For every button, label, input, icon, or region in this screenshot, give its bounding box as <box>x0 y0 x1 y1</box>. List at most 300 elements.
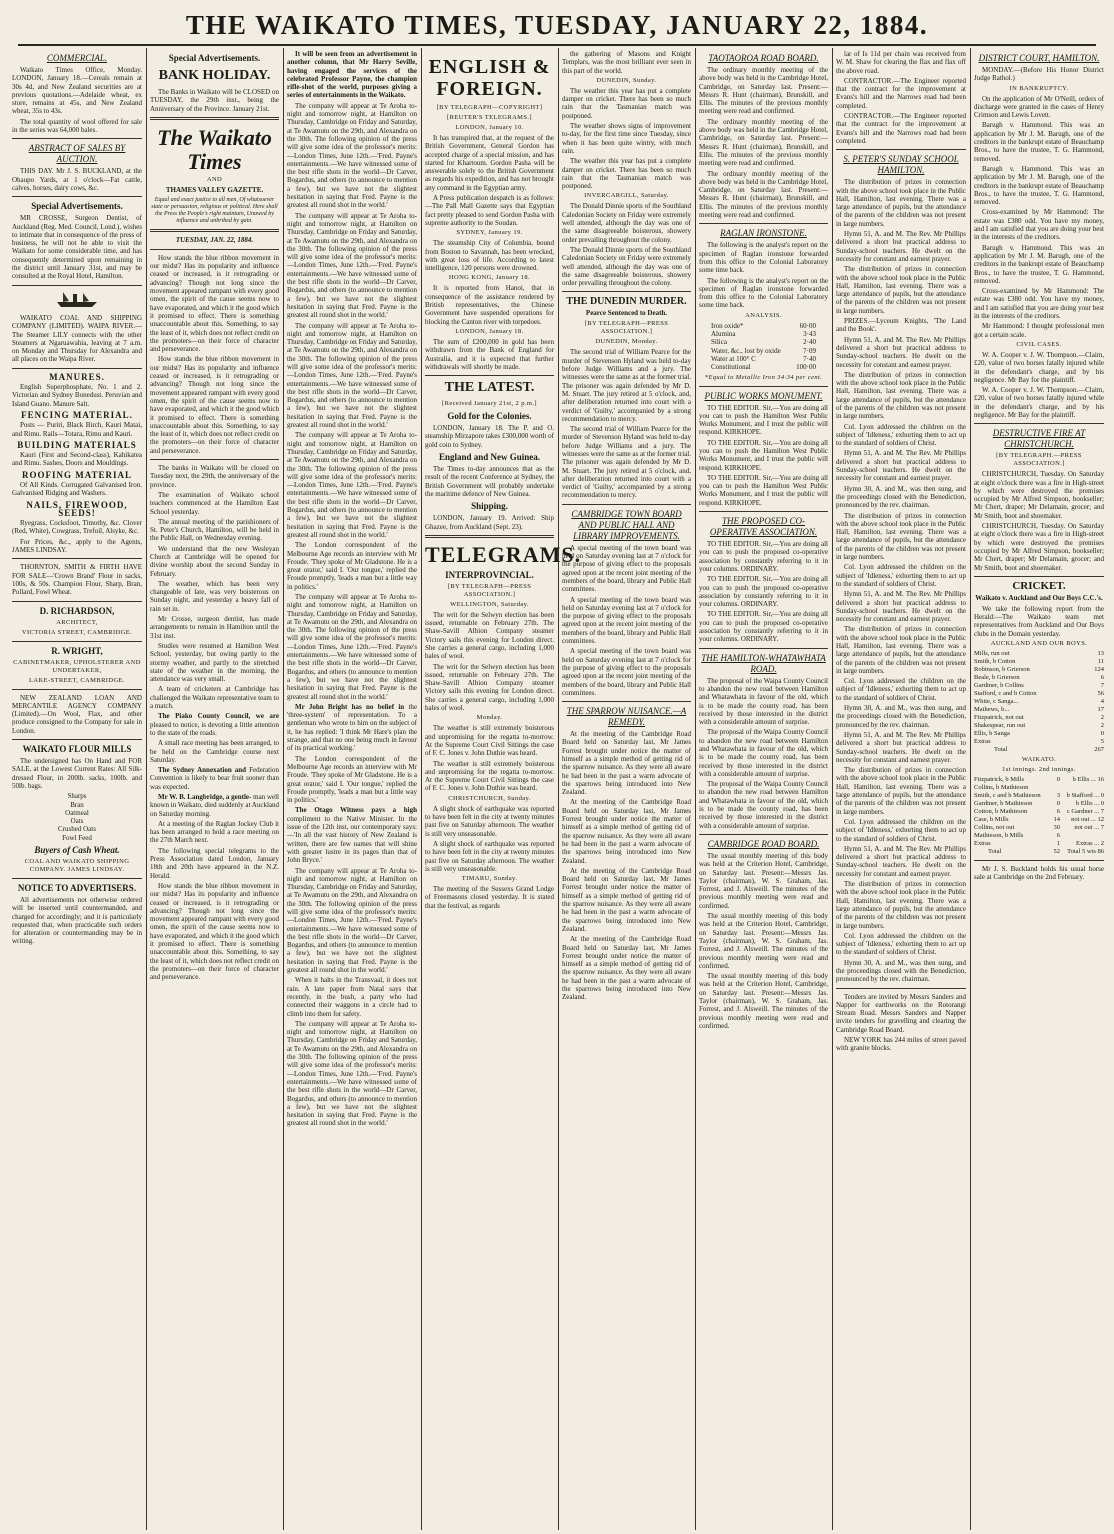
analysis-row <box>711 338 816 346</box>
leader-article-cont: How stands the blue ribbon movement in our midst? Has its popularity and influence ceased or increased, is it retrograding or advancing? Though not long since the movement appeared rampant with every good omen, the spirit of the cause seems now to have evaporated, and which it the good which it promised to effect. There is something unaccountable about this. Something, to say the least of it, which does not reflect credit on the promoters—on their force of character and perseverance. <box>150 355 279 455</box>
dateline: CHRISTCHURCH, Sunday. <box>448 794 531 802</box>
cambridge-road-report: The usual monthly meeting of this body was held at the Criterion Hotel, Cambridge, on Saturday last. Present:—Messrs Jas. Taylor (chairman), W. S. Graham, Jas. Forrest, and J. Alsweill. The minutes of the previous monthly meeting were read and confirmed. <box>699 851 828 910</box>
sunday-school-report: Col. Lyon addressed the children on the subject of 'Idleness,' exhorting them to act up to the standard of soldiers of Christ. <box>836 422 966 448</box>
dateline: TIMARU, Sunday. <box>461 875 518 883</box>
analysis-row <box>711 322 816 330</box>
analysis-value: 2·40 <box>803 338 816 347</box>
second-innings: c Gardner ... 7 <box>1066 808 1104 816</box>
divider <box>12 196 142 197</box>
sparrow-report: At the meeting of the Cambridge Road Board held on Saturday last, Mr James Forrest brought under notice the matter of himself as a simple method of getting rid of the sparrow nuisance. As they were all aware he had been in the past a warm advocate of the sparrows being introduced into New Zealand. <box>562 935 691 1002</box>
gold-heading: Gold for the Colonies. <box>447 411 532 422</box>
cambridge-road-report: The usual monthly meeting of this body was held at the Criterion Hotel, Cambridge, on Saturday last. Present:—Messrs Jas. Taylor (chairman), W. S. Graham, Jas. Forrest, and J. Alsweill. The minutes of the previous monthly meeting were read and confirmed. <box>699 912 828 970</box>
second-innings <box>1060 784 1104 792</box>
score-row <box>974 800 1104 808</box>
second-innings: b Ellis ... 0 <box>1075 800 1104 808</box>
score-row <box>974 848 1104 856</box>
divider <box>974 423 1104 424</box>
analysis-row <box>711 355 816 363</box>
cambridge-report: A special meeting of the town board was held on Saturday evening last at 7 o'clock for the purpose of giving effect to the proposals agreed upon at the recent joint meeting of the members of the board, library and Public Hall committees. <box>562 647 691 697</box>
news-note: We understand that the new Wesleyan Church at Cambridge will be opened for divine worship about the second Sunday in February. <box>150 544 279 578</box>
batsman: Robinson, b Grierson <box>974 666 1030 674</box>
article-lead: It will be seen from an advertisement in another column, that Mr Harry Seville, having engaged the services of the celebrated Professor Payne, the champion rifle-shot of the world, purposes giving a series of entertainments in the Waikato. <box>287 50 417 100</box>
cambridge-road-heading: CAMBRIDGE ROAD BOARD. <box>707 838 820 849</box>
cricket-subheading: Waikato v. Auckland and Our Boys C.C.'s. <box>975 593 1103 602</box>
monument-heading: PUBLIC WORKS MONUMENT. <box>704 390 823 401</box>
telegram-item: The weather this year has put a complete damper on cricket. There has been so much rain that the Tasmanian match was postponed. <box>562 157 691 191</box>
murder-heading: THE DUNEDIN MURDER. <box>566 296 687 308</box>
building-heading: BUILDING MATERIALS <box>17 439 137 450</box>
sunday-school-report: Hymn 51, A. and M. The Rev. Mr Phillips delivered a short but practical address to Sunday-school teachers. He dwelt on the necessity for constant and earnest prayer. <box>836 844 966 878</box>
dateline: HONG KONG, January 18. <box>448 274 531 282</box>
score-row <box>974 698 1104 706</box>
divider <box>150 117 279 120</box>
total-label: Total <box>994 746 1008 754</box>
ship-illustration <box>12 290 142 310</box>
flour-heading: WAIKATO FLOUR MILLS <box>22 744 132 755</box>
scorecard-auckland <box>974 650 1104 754</box>
monument-letter: TO THE EDITOR. Sir,—You are doing all you can to push the Hamilton West Public Works Monument, and I trust the public will respond. KIRKHOPE. <box>699 438 828 472</box>
second-innings <box>1060 832 1104 840</box>
batsman: Collins, b Mathieson <box>974 784 1029 792</box>
road-board-report: lar of Is 11d per chain was received from W. M. Shaw for clearing the flax and flax off the above road. <box>836 50 966 75</box>
county-heading: THE HAMILTON-WHATAWHATA ROAD. <box>701 652 826 674</box>
column-6 <box>699 50 828 1528</box>
insolvency-label: IN BANKRUPTCY. <box>1009 84 1069 92</box>
wright-name: R. WRIGHT, <box>51 645 103 656</box>
analysis-item: Constitutional <box>711 363 751 372</box>
news-note <box>150 793 279 818</box>
seeds-heading: NAILS, FIREWOOD, SEEDS! <box>26 499 128 518</box>
fire-heading: DESTRUCTIVE FIRE AT CHRISTCHURCH. <box>992 428 1086 450</box>
extras: Extras <box>974 738 991 746</box>
crosse-ad: MR CROSSE, Surgeon Dentist, of Auckland (Reg. Med. Council, Lond.), wishes to intimate that in consequence of the press of business, he will not be able to visit the Waikato for some considerable time, and has consequently determined upon remaining in the district until January 31st, and may be consulted at the Royal Hotel, Hamilton. <box>12 214 142 281</box>
guinea-heading: England and New Guinea. <box>438 452 541 463</box>
sunday-school-report: Hymn 51, A. and M. The Rev. Mr Phillips delivered a short but practical address to Sunday-school teachers. He dwelt on the necessity for constant and earnest prayer. <box>836 730 966 764</box>
batsman: Gardiner, b Mathieson <box>974 800 1033 808</box>
analysis-note: *Equal to Metallic Iron 34·34 per cent. <box>704 373 823 381</box>
runs: 17 <box>1097 706 1104 714</box>
bank-holiday-title: BANK HOLIDAY. <box>158 68 271 83</box>
extras: Extras <box>974 840 991 848</box>
byline: [BY TELEGRAPH—PRESS ASSOCIATION.] <box>447 582 532 598</box>
score-row <box>974 738 1104 746</box>
divider <box>150 249 279 250</box>
telegram-item: A slight shock of earthquake was reported to have been felt in the city at twenty minutes past five on Saturday afternoon. The weather is still very unseasonable. <box>425 839 554 873</box>
second-innings: b Stafford ... 0 <box>1066 792 1104 800</box>
news-note: A small race meeting has been arranged, to be held on the Cambridge course next Saturday. <box>150 739 279 764</box>
news-note: When it halts in the Transvaal, it does not rain. A late paper from Natal says that recently, in the bush, a party who had connected their waggons in a circle had to climb into them for safety. <box>287 976 417 1018</box>
analysis-row <box>711 347 816 355</box>
telegram-item: The weather is still extremely boisterous and unpromising for the regatta to-morrow. At the Supreme Court Civil Sittings the case of F. C. Jones v. John Duthie was heard. <box>425 759 554 793</box>
column-rule <box>146 48 147 1530</box>
runs: 6 <box>1056 808 1060 816</box>
news-note: The banks in Waikato will be closed on Tuesday next, the 29th, the anniversary of the province. <box>150 464 279 489</box>
divider <box>12 878 142 879</box>
taotaoroa-report: The ordinary monthly meeting of the above body was held in the Cambridge Hotel, Cambridge, on Saturday last. Present:—Messrs R. Hunt (chairman), Brunskill, and Ellis. The minutes of the previous monthly meeting were read and confirmed. <box>699 169 828 220</box>
analysis-item: Silica <box>711 338 727 347</box>
flour-item: Oatmeal <box>65 808 89 817</box>
news-note <box>150 766 279 791</box>
batsman: Stafford, c and b Cotton <box>974 690 1037 698</box>
divider <box>699 223 828 224</box>
roofing-text: Of All Kinds. Corrugated Galvanised Iron. Galvanised Ridging and Washers. <box>12 480 142 498</box>
manures-heading: MANURES. <box>49 371 105 382</box>
latest-heading: THE LATEST. <box>444 380 535 396</box>
note-lead: The Piako County Council, we are <box>158 712 279 721</box>
cable-item: The steamship City of Columbia, bound from Boston to Savannah, has been wrecked, with great loss of life. According to latest intelligence, 120 persons were drowned. <box>425 239 554 273</box>
seeds-contact: For Prices, &c., apply to the Agents, JAMES LINDSAY. <box>12 537 142 555</box>
manures-text: English Superphosphate, No. 1 and 2. Victorian and Sydney Bonedust. Peruvian and Island Guano. Manure Salt. <box>12 383 142 408</box>
murder-report: The second trial of William Pearce for the murder of Stevenson Hyland was held to-day before Judge Williams and a jury. The witnesses were the same as at the former trial. The prisoner was again defended by Mr D. M. Stuart. The jury retired at 5 o'clock, and, after deliberation returned into court with a verdict of 'Guilty,' accompanied by a strong recommendation to mercy. <box>562 425 691 500</box>
court-report: Barugh v. Hammond. This was an application by Mr J. M. Barugh, one of the creditors in the bankrupt estate of Beauchamp Bros., to have the trustee, T. G. Hammond, removed. <box>974 164 1104 207</box>
cable-item: LONDON, January 19. Arrived: Ship Ghazee, from Auckland (Sept. 23). <box>425 514 554 531</box>
flour-item: Fowl Feed <box>62 833 92 842</box>
score-row <box>974 706 1104 714</box>
byline: [BY TELEGRAPH—COPYRIGHT] <box>436 104 543 111</box>
shipping-heading: Shipping. <box>471 501 508 512</box>
article-intro <box>287 50 417 100</box>
sunday-school-report: Hymn 51, A. and M. The Rev. Mr Phillips delivered a short but practical address to Sunday-school teachers. He dwelt on the necessity for constant and earnest prayer. <box>836 230 966 263</box>
team-heading: WAIKATO. <box>1021 756 1057 764</box>
roofing-heading: ROOFING MATERIAL <box>21 469 133 480</box>
column-rule <box>832 48 833 1530</box>
column-rule <box>695 48 696 1530</box>
dateline: Monday. <box>476 714 503 722</box>
analysis-item: Iron oxide* <box>711 321 744 330</box>
sunday-school-report: Col. Lyon addressed the children on the subject of 'Idleness,' exhorting them to act up to the standard of soldiers of Christ. <box>836 817 966 843</box>
dateline: INVERCARGILL, Saturday. <box>584 192 669 200</box>
analysis-value: 3·43 <box>803 330 816 339</box>
news-note: The annual meeting of the parishioners of St. Peter's Church, Hamilton, will be held in the Public Hall, on Wednesday evening. <box>150 517 279 543</box>
divider <box>425 535 554 538</box>
bank-holiday-text: The Banks in Waikato will be CLOSED on TUESDAY, the 29th inst., being the Anniversary of the Province. January 21st. <box>150 88 279 113</box>
runs: 6 <box>1056 832 1060 840</box>
dateline: DUNEDIN, Sunday. <box>596 76 657 84</box>
note-lead: Mr W. B. Langbridge, a gentle- <box>158 793 252 801</box>
cable-item: LONDON, January 18. The P. and O. steamship Mirzapore takes £300,000 worth of gold coin to Sydney. <box>425 424 554 449</box>
batsman: Mathews, b... <box>974 706 1010 714</box>
raglan-report: The following is the analyst's report on the specimen of Raglan ironstone forwarded from this office to the Colonial Laboratory some time back. <box>699 241 828 275</box>
score-row <box>974 816 1104 824</box>
batsman: Mills, run out <box>974 650 1010 658</box>
cable-item: It has transpired that, at the request of the British Government, General Gordon has accepted charge of a special mission, and has started for Khartoum. Gordon Pasha will be answerable solely to the British Government as regards his expedition, and has not brought any command in the Egyptian army. <box>425 134 554 192</box>
telegram-item: the gathering of Masons and Knight Templars, was the most brilliant ever seen in this part of the world. <box>562 50 691 75</box>
batsman: Ellis, b Sanga <box>974 730 1010 738</box>
divider <box>562 701 691 702</box>
sunday-school-report: Col. Lyon addressed the children on the subject of 'Idleness,' exhorting them to act up to the standard of soldiers of Christ. <box>836 563 966 588</box>
notice-text: All advertisements not otherwise ordered will be inserted until countermanded, and charged for accordingly; and it is particularly requested that, when practicable such orders for alteration or countermanding may be in writing. <box>12 896 142 946</box>
score-row <box>974 658 1104 666</box>
dateline: SYDNEY, January 19. <box>456 229 523 237</box>
score-row <box>974 832 1104 840</box>
article-body: The company will appear at Te Aroha to-night and tomorrow night, at Hamilton on Thursday, Cambridge on Friday and Saturday, at Te Awamutu on the 29th, and Alexandra on the 30th. The following opinion of the press will give some idea of the professor's merits:—London Times, June 12th.—'Fred. Payne's entertainments.—We have witnessed some of the best rifle shots in the world—Dr Carver, Bogardus, and others (to announce to mention a few), but we have not the slightest hesitation in saying that Fred. Payne is the greatest all round shot in the world.' <box>287 321 417 430</box>
telegram-item: The Donald Dinnie sports of the Southland Caledonian Society on Friday were extremely well attended, although the day was one of the same disagreeable boisterous, showery order prevailing throughout the colony. <box>562 202 691 244</box>
divider <box>150 229 279 232</box>
dateline: DUNEDIN, Monday. <box>595 338 658 346</box>
masthead-rule <box>18 44 1096 46</box>
notice-heading: NOTICE TO ADVERTISERS. <box>17 883 137 893</box>
special-ads-heading: Special Advertisements. <box>168 53 261 63</box>
runs: 5 <box>1100 738 1104 746</box>
court-report: Mr Hammond: I thought professional men got a certain scale. <box>974 322 1104 339</box>
analysis-value: 100·00 <box>796 363 816 372</box>
divider <box>974 860 1104 861</box>
analysis-value: 7·09 <box>803 346 816 355</box>
runs: 56 <box>1097 690 1104 698</box>
score-row <box>974 840 1104 848</box>
court-report: W. A. Cooper v. J. W. Thompson.—Claim, £20, value of two horses fatally injured while in the defendant's charge, and by his negligence. Mr Bay for the plaintiff. <box>974 386 1104 419</box>
analysis-table <box>699 322 828 372</box>
runs: 2 <box>1100 714 1104 722</box>
coop-letter: TO THE EDITOR. Sir,—You are doing all you can to push the proposed co-operative association by constantly referring to it in your columns. ORDINARY. <box>699 610 828 644</box>
cambridge-report: A special meeting of the town board was held on Saturday evening last at 7 o'clock for the purpose of giving effect to the proposals agreed upon at the recent joint meeting of the members of the board, library and Public Hall committees. <box>562 543 691 594</box>
telegram-item: The writ for the Selwyn election has been issued, returnable on February 27th. The Shaw-Savill Albion Company steamer Victory sails this evening for London direct. She carries a general cargo, including 1,000 bales of wool. <box>425 610 554 661</box>
wright-trade: CABINETMAKER, UPHOLSTERER AND UNDERTAKER, <box>13 658 141 674</box>
runs: 14 <box>1053 816 1060 824</box>
analysis-row <box>711 363 816 371</box>
london-correspondent: The London correspondent of the Melbourne Age records an interview with Mr Froude. 'They spoke of Mr Gladstone. He is a great orator,' said I. 'Our tongue,' replied the Froude promptly, 'leads a man but a little way in politics.' <box>287 541 417 591</box>
article-body: The company will appear at Te Aroha to-night and tomorrow night, at Hamilton on Thursday, Cambridge on Friday and Saturday, at Te Awamutu on the 29th, and Alexandra on the 30th. The following opinion of the press will give some idea of the professor's merits:—London Times, June 12th.—'Fred. Payne's entertainments.—We have witnessed some of the best rifle shots in the world—Dr Carver, Bogardus, and others (to announce to mention a few), but we have not the slightest hesitation in saying that Fred. Payne is the greatest all round shot in the world.' <box>287 101 417 210</box>
analysis-value: 7·40 <box>803 354 816 363</box>
batsman: Collins, not out <box>974 824 1015 832</box>
sunday-school-report: The distribution of prizes in connection with the above school took place in the Public Hall, Hamilton, last evening. There was a large attendance of pupils, but the attendance of the parents of the children was not present in large numbers. <box>836 511 966 562</box>
runs: 0 <box>1056 776 1060 784</box>
court-report: Cross-examined by Mr Hammond: The estate was £380 odd. You have my money, and I am satisfied that you are doing your best in the interests of the creditors. <box>974 208 1104 242</box>
divider <box>836 988 966 989</box>
score-row <box>974 690 1104 698</box>
column-2 <box>150 50 279 1528</box>
sparrow-report: At the meeting of the Cambridge Road Board held on Saturday last, Mr James Forrest brought under notice the matter of himself as a simple method of getting rid of the sparrow nuisance. As they were all aware he had been in the past a warm advocate of the sparrows being introduced into New Zealand. <box>562 866 691 933</box>
telegram-item: A slight shock of earthquake was reported to have been felt in the city at twenty minutes past five on Saturday afternoon. The weather is still very unseasonable. <box>425 804 554 838</box>
coop-heading: THE PROPOSED CO-OPERATIVE ASSOCIATION. <box>709 516 818 538</box>
special-ads-heading: Special Advertisements. <box>31 201 123 212</box>
news-note <box>287 806 417 864</box>
news-note: A team of cricketers at Cambridge has challenged the Waikato representative team to a match. <box>150 685 279 711</box>
total-runs: 267 <box>1094 746 1104 754</box>
runs: 2 <box>1100 722 1104 730</box>
runs: 4 <box>1100 698 1104 706</box>
court-subheading: MONDAY.—(Before His Honor District Judge Rathol.) <box>974 66 1104 83</box>
cable-item: The Times to-day announces that as the result of the recent Conference at Sydney, the British Government will probably undertake the maritime defence of New Guinea. <box>425 465 554 498</box>
coop-letter: TO THE EDITOR. Sir,—You are doing all you can to push the proposed co-operative association by constantly referring to it in your columns. ORDINARY. <box>699 575 828 609</box>
county-report: The proposal of the Waipa County Council to abandon the new road between Hamilton and Whatawhata in favour of the old, which is to be made the county road, has been received by those interested in the district with a considerable amount of surprise. <box>699 728 828 778</box>
latest-note: [Received January 21st, 2 p.m.] <box>442 400 537 408</box>
court-heading: DISTRICT COURT, HAMILTON. <box>978 53 1100 63</box>
cable-item: The sum of £200,000 in gold has been withdrawn from the Bank of England for Australia, and it is expected that further withdrawals will shortly be made. <box>425 337 554 371</box>
note-body: the 'three-system' of representation. To a gentleman who wrote to him on the subject of it, he has replied: 'I think Mr Hare's plan the strange, and that no one being much in favour of its practical working.' <box>287 702 417 753</box>
seeds-ad <box>12 501 142 555</box>
commercial-intro: Waikato Times Office, Monday. LONDON, January 18.—Cereals remain at 30s 4d, and New Zealand securities are at previous quotations.—Adelaide wheat, ex store, remains at 45s, and New Zealand wheat, 35s to 43s. <box>12 66 142 116</box>
note-body: compliment to the Native Minister. In the issue of the 12th inst, our contemporary says:—'In all the vast history of New Zealand is written, there are few names that will shine with greater lustre in its pages than that of John Bryce.' <box>287 814 417 865</box>
score-row <box>974 784 1104 792</box>
court-report: W. A. Cooper v. J. W. Thompson.—Claim, £20, value of two horses fatally injured while in the defendant's charge, and by his negligence. Mr Bay for the plaintiff. <box>974 350 1104 384</box>
batsman: Fitzpatrick, b Mills <box>974 776 1025 784</box>
telegram-item: The meeting of the Sussexs Grand Lodge of Freemasons closed yesterday. It is stated that the festival, as regards <box>425 885 554 910</box>
taotaoroa-report: The ordinary monthly meeting of the above body was held in the Cambridge Hotel, Cambridge, on Saturday last. Present:—Messrs R. Hunt (chairman), Brunskill, and Ellis. The minutes of the previous monthly meeting were read and confirmed. <box>699 117 828 168</box>
telegrams-heading: TELEGRAMS. <box>425 541 582 567</box>
manures-ad <box>12 373 142 408</box>
second-innings: not out ... 12 <box>1071 816 1104 824</box>
divider <box>12 138 142 139</box>
sunday-school-report: Hymn 51, A. and M. The Rev. Mr Phillips delivered a short but practical address to Sunday-school teachers. He dwelt on the necessity for constant and earnest prayer. <box>836 335 966 369</box>
fire-report: CHRISTCHURCH, Tuesday. On Saturday at eight o'clock there was a fire in High-street by which were destroyed the premises occupied by Mr Alfred Simpson, bookseller; Mr Chert, draper; Mr Delamain, grocer; and Mr Smith, boot and shoemaker. <box>974 470 1104 520</box>
analysis-item: Water at 100° C <box>711 354 756 363</box>
article-body: The company will appear at Te Aroha to-night and tomorrow night, at Hamilton on Thursday, Cambridge on Friday and Saturday, at Te Awamutu on the 29th, and Alexandra on the 30th. The following opinion of the press will give some idea of the professor's merits:—London Times, June 12th.—'Fred. Payne's entertainments.—We have witnessed some of the best rifle shots in the world—Dr Carver, Bogardus, and others (to announce to mention a few), but we have not the slightest hesitation in saying that Fred. Payne is the greatest all round shot in the world.' <box>287 211 417 320</box>
runs: 7 <box>1100 682 1104 690</box>
monument-letter: TO THE EDITOR. Sir,—You are doing all you can to push the Hamilton West Public Works Monument, and I trust the public will respond. KIRKHOPE. <box>699 403 828 437</box>
score-row <box>974 714 1104 722</box>
telegram-item: The writ for the Selwyn election has been issued, returnable on February 27th. The Shaw-Savill Albion Company steamer Victory sails this evening for London direct. She carries a general cargo, including 1,000 bales of wool. <box>425 662 554 713</box>
note-lead: Mr John Bright has no belief in <box>295 702 405 711</box>
score-row <box>974 746 1104 754</box>
article-body: The company will appear at Te Aroha to-night and tomorrow night, at Hamilton on Thursday, Cambridge on Friday and Saturday, at Te Awamutu on the 29th, and Alexandra on the 30th. The following opinion of the press will give some idea of the professor's merits:—London Times, June 12th.—'Fred. Payne's entertainments.—We have witnessed some of the best rifle shots in the world—Dr Carver, Bogardus, and others (to announce to mention a few), but we have not the slightest hesitation in saying that Fred. Payne is the greatest all round shot in the world.' <box>287 431 417 539</box>
batsman: Mathieson, b Mills <box>974 832 1024 840</box>
cambridge-heading: CAMBRIDGE TOWN BOARD AND PUBLIC HALL AND LIBRARY IMPROVEMENTS. <box>571 508 682 541</box>
fencing-ad <box>12 411 142 438</box>
cricket-heading: CRICKET. <box>1012 579 1066 592</box>
score-row <box>974 792 1104 800</box>
news-note: The following special telegrams to the Press Association dated London, January 18th and 20th have appeared in the N.Z. Herald. <box>150 846 279 880</box>
second-innings: b Ellis ... 16 <box>1072 776 1104 784</box>
interprovincial-heading: INTERPROVINCIAL. <box>445 569 534 580</box>
article-body: The London correspondent of the Melbourne Age records an interview with Mr Froude. 'They spoke of Mr Gladstone. He is a great orator,' said I. 'Our tongue,' replied the Froude promptly, 'leads a man but a little way in politics.' <box>287 754 417 805</box>
sunday-school-report: Hymn 30, A. and M., was then sung, and the proceedings closed with the Benediction, pronounced by the rev. chairman. <box>836 704 966 729</box>
runs: 1 <box>1056 840 1060 848</box>
buyers-text: COAL AND WAIKATO SHIPPING COMPANY. JAMES LINDSAY. <box>24 858 130 873</box>
cable-item: It is reported from Hanoi, that in consequence of the assistance rendered by British representatives, the Chinese Government have suspended operations for blocking the Canton river with torpedoes. <box>425 284 554 326</box>
analysis-item: Water, &c., lost by oxide <box>711 346 781 355</box>
taotaoroa-report: The ordinary monthly meeting of the above body was held in the Cambridge Hotel, Cambridge, on Saturday last. Present:—Messrs R. Hunt (chairman), Brunskill, and Ellis. The minutes of the previous monthly meeting were read and confirmed. <box>699 66 828 116</box>
column-rule <box>558 48 559 1530</box>
sunday-school-report: Col. Lyon addressed the children on the subject of 'Idleness,' exhorting them to act up to the standard of soldiers of Christ. <box>836 931 966 957</box>
column-rule <box>970 48 971 1530</box>
flour-item: Bran <box>70 800 84 809</box>
wright-address: LAKE-STREET, CAMBRIDGE. <box>29 676 125 684</box>
cricket-intro: We take the following report from the Herald:—The Waikato team met representatives from Auckland and Our Boys clubs in the Domain yesterday. <box>974 604 1104 638</box>
building-ad <box>12 441 142 468</box>
flour-text: The undersigned has On Hand and FOR SALE, at the Lowest Current Rates: All Silk-dressed Flour, in 200lb. sacks, 100lb. and 50lb. bags. <box>12 757 142 790</box>
sunday-school-report: Hymn 30, A. and M., was then sung, and the proceedings closed with the Benediction, pronounced by the rev. chairman. <box>836 484 966 510</box>
richardson-name: D. RICHARDSON, <box>39 605 115 616</box>
runs: 13 <box>1097 650 1104 658</box>
sunday-school-heading: S. PETER'S SUNDAY SCHOOL HAMILTON. <box>843 154 959 176</box>
divider <box>12 285 142 286</box>
civil-cases-label: CIVIL CASES. <box>1016 340 1062 348</box>
analysis-value: 60·00 <box>799 321 816 330</box>
english-foreign-heading: ENGLISH & FOREIGN. <box>428 56 551 100</box>
sunday-school-report: The distribution of prizes in connection with the above school took place in the Public Hall, Hamilton, last evening. There was a large attendance of pupils, but the attendance of the parents of the children was not present in large numbers. <box>836 766 966 816</box>
score-row <box>974 650 1104 658</box>
divider <box>12 641 142 642</box>
runs: 0 <box>1100 730 1104 738</box>
article-body: The company will appear at Te Aroha to-night and tomorrow night, at Hamilton on Thursday, Cambridge on Friday and Saturday, at Te Awamutu on the 29th, and Alexandra on the 30th. The following opinion of the press will give some idea of the professor's merits:—London Times, June 12th.—'Fred. Payne's entertainments.—We have witnessed some of the best rifle shots in the world—Dr Carver, Bogardus, and others (to announce to mention a few), but we have not the slightest hesitation in saying that Fred. Payne is the greatest all round shot in the world.' <box>287 1019 417 1128</box>
telegram-item: The Donald Dinnie sports of the Southland Caledonian Society on Friday were extremely well attended, although the day was one of the same disagreeable boisterous, showery order prevailing throughout the colony. <box>562 245 691 288</box>
note-lead: The Otago Witness pays a high <box>295 806 417 815</box>
court-report: Barugh v. Hammond. This was an application by Mr J. M. Barugh, one of the creditors in the bankrupt estate of Beauchamp Bros., to have the trustee, T. G. Hammond, removed. <box>974 121 1104 163</box>
steamer-ad: WAIKATO COAL AND SHIPPING COMPANY (LIMITED). WAIPA RIVER.—The Steamer LILY connects with the other Steamers at Ngaruawahia, leaving at 7 a.m. on Monday and Thursday for Alexandra and all places on the Waipa River. <box>12 313 142 364</box>
buyers-heading: Buyers of Cash Wheat. <box>34 845 120 855</box>
fencing-text: Posts — Puriri, Black Birch, Kauri Matai, and Rimu. Rails—Totara, Rimu and Kauri. <box>12 421 142 438</box>
sparrow-report: At the meeting of the Cambridge Road Board held on Saturday last, Mr James Forrest brought under notice the matter of himself as a simple method of getting rid of the sparrow nuisance. As they were all aware he had been in the past a warm advocate of the sparrows being introduced into New Zealand. <box>562 798 691 865</box>
runs <box>1052 784 1060 792</box>
cambridge-road-report: The usual monthly meeting of this body was held at the Criterion Hotel, Cambridge, on Saturday last. Present:—Messrs Jas. Taylor (chairman), W. S. Graham, Jas. Forrest, and J. Alsweill. The minutes of the previous monthly meeting were read and confirmed. <box>699 972 828 1030</box>
batsman: Gardiner, b Collins <box>974 682 1024 690</box>
building-text: Kauri (First and Second-class), Kahikatea and Rimu. Sashes, Doors and Mouldings. <box>12 451 142 468</box>
runs: 3 <box>1056 792 1060 800</box>
abstract-text: THIS DAY. Mr J. S. BUCKLAND, at the Ohaupo Yards, at 1 o'clock—Fat cattle, calves, horses, dairy cows, &c. <box>12 167 142 192</box>
score-row <box>974 722 1104 730</box>
batsman: Fitzpatrick, not out <box>974 714 1024 722</box>
masthead: THE WAIKATO TIMES, TUESDAY, JANUARY 22, 1884. <box>185 10 929 40</box>
column-8 <box>974 50 1104 1528</box>
sunday-school-report: The distribution of prizes in connection with the above school took place in the Public Hall, Hamilton, last evening. There was a large attendance of pupils, but the attendance of the parents of the children was not present in large numbers. <box>836 625 966 675</box>
byline: [BY TELEGRAPH—PRESS ASSOCIATION.] <box>584 320 669 336</box>
sparrow-report: At the meeting of the Cambridge Road Board held on Saturday last, Mr James Forrest brought under notice the matter of himself as a simple method of getting rid of the sparrow nuisance. As they were all aware he had been in the past a warm advocate of the sparrows being introduced into New Zealand. <box>562 730 691 797</box>
runs: 30 <box>1053 824 1060 832</box>
batsman: Beale, b Grierson <box>974 674 1020 682</box>
score-row <box>974 824 1104 832</box>
telegram-item: The weather is still extremely boisterous and unpromising for the regatta to-morrow. At the Supreme Court Civil Sittings the case of F. C. Jones v. John Duthie was heard. <box>425 724 554 758</box>
county-report: The proposal of the Waipa County Council to abandon the new road between Hamilton and Whatawhata in favour of the old, which is to be made the county road, has been received by those interested in the district with a considerable amount of surprise. <box>699 676 828 727</box>
divider <box>12 689 142 690</box>
team-heading: AUCKLAND AND OUR BOYS. <box>990 640 1088 648</box>
sunday-school-report: PRIZES.—Lyceum Knights, 'The Land and the Book'. <box>836 317 966 334</box>
fencing-heading: FENCING MATERIAL. <box>21 409 133 420</box>
divider <box>699 386 828 387</box>
sunday-school-report: The distribution of prizes in connection with the above school took place in the Public Hall, Hamilton, last evening. There was a large attendance of pupils, but the attendance of the parents of the children was not present in large numbers. <box>836 178 966 228</box>
batsman: Cotton, b Mathieson <box>974 808 1028 816</box>
batsman: Case, b Mills <box>974 816 1009 824</box>
cable-item: A Press publication despatch is as follows:—The Pall Mall Gazette says that Egyptian fact pretty pleased to send Gordon Pasha with supreme authority to the Soudan. <box>425 194 554 227</box>
divider <box>974 576 1104 577</box>
sunday-school-report: The distribution of prizes in connection with the above school took place in the Public Hall, Hamilton, last evening. There was a large attendance of pupils, but the attendance of the parents of the children was not present in large numbers. <box>836 265 966 315</box>
article-body: The company will appear at Te Aroha to-night and tomorrow night, at Hamilton on Thursday, Cambridge on Friday and Saturday, at Te Awamutu on the 29th, and Alexandra on the 30th. The following opinion of the press will give some idea of the professor's merits:—London Times, June 12th.—'Fred. Payne's entertainments.—We have witnessed some of the best rifle shots in the world—Dr Carver, Bogardus, and others (to announce to mention a few), but we have not the slightest hesitation in saying that Fred. Payne is the greatest all round shot in the world.' <box>287 866 417 975</box>
news-note: At a meeting of the Raglan Jockey Club it has been arranged to hold a race meeting on the 27th March next. <box>150 819 279 845</box>
article-body: The company will appear at Te Aroha to-night and tomorrow night, at Hamilton on Thursday, Cambridge on Friday and Saturday, at Te Awamutu on the 29th, and Alexandra on the 30th. The following opinion of the press will give some idea of the professor's merits:—London Times, June 12th.—'Fred. Payne's entertainments.—We have witnessed some of the best rifle shots in the world—Dr Carver, Bogardus, and others (to announce to mention a few), but we have not the slightest hesitation in saying that Fred. Payne is the greatest all round shot in the world.' <box>287 593 417 701</box>
divider <box>699 834 828 835</box>
paper-name: The Waikato Times <box>157 124 272 174</box>
sunday-school-report: Hymn 30, A. and M., was then sung, and the proceedings closed with the Benediction, pronounced by the rev. chairman. <box>836 958 966 984</box>
thornton-ad: THORNTON, SMITH & FIRTH HAVE FOR SALE—'Crown Brand' Flour in sacks, 100s, & 50s. Champion Flour, Sharp, Bran, Pollard, Fowl Wheat. <box>12 563 142 597</box>
byline: [REUTER'S TELEGRAMS.] <box>447 114 532 121</box>
divider <box>562 504 691 505</box>
divider <box>836 149 966 150</box>
second-innings-total: Total 5 wts 86 <box>1067 848 1104 856</box>
divider <box>425 375 554 376</box>
column-5 <box>562 50 691 1528</box>
telegram-item: The weather shows signs of improvement to-day, for the first time since Tuesday, since when it has been quite wintry, with much rain. <box>562 122 691 155</box>
divider <box>699 648 828 649</box>
news-note: The weather, which has been very changeable of late, was very boisterous on Sunday night, and yesterday a heavy fall of rain set in. <box>150 579 279 613</box>
score-row <box>974 674 1104 682</box>
seeds-text: Ryegrass, Cocksfoot, Timothy, &c. Clover (Red, White), Cowgrass, Trefoil, Alsyke, &c. <box>12 519 142 536</box>
flour-item: Crushed Oats <box>58 825 96 834</box>
sunday-school-report: Hymn 51, A. and M. The Rev. Mr Phillips delivered a short but practical address to Sunday-school teachers. He dwelt on the necessity for constant and earnest prayer. <box>836 590 966 624</box>
total-label: Total <box>988 848 1002 856</box>
county-report: The proposal of the Waipa County Council to abandon the new road between Hamilton and Whatawhata in favour of the old, which is to be made the county road, has been received by those interested in the district with a considerable amount of surprise. <box>699 780 828 830</box>
monument-letter: TO THE EDITOR. Sir,—You are doing all you can to push the Hamilton West Public Works Monument, and I trust the public will respond. KIRKHOPE. <box>699 473 828 507</box>
divider <box>12 558 142 559</box>
score-row <box>974 776 1104 784</box>
divider <box>12 601 142 602</box>
score-row <box>974 808 1104 816</box>
batsman: Smith, c and b Mathieson <box>974 792 1041 800</box>
scorecard-waikato <box>974 776 1104 856</box>
divider <box>699 511 828 512</box>
analysis-label: ANALYSIS. <box>745 311 782 319</box>
dateline: LONDON, January 10. <box>455 124 524 131</box>
flour-item: Oats <box>70 817 84 826</box>
